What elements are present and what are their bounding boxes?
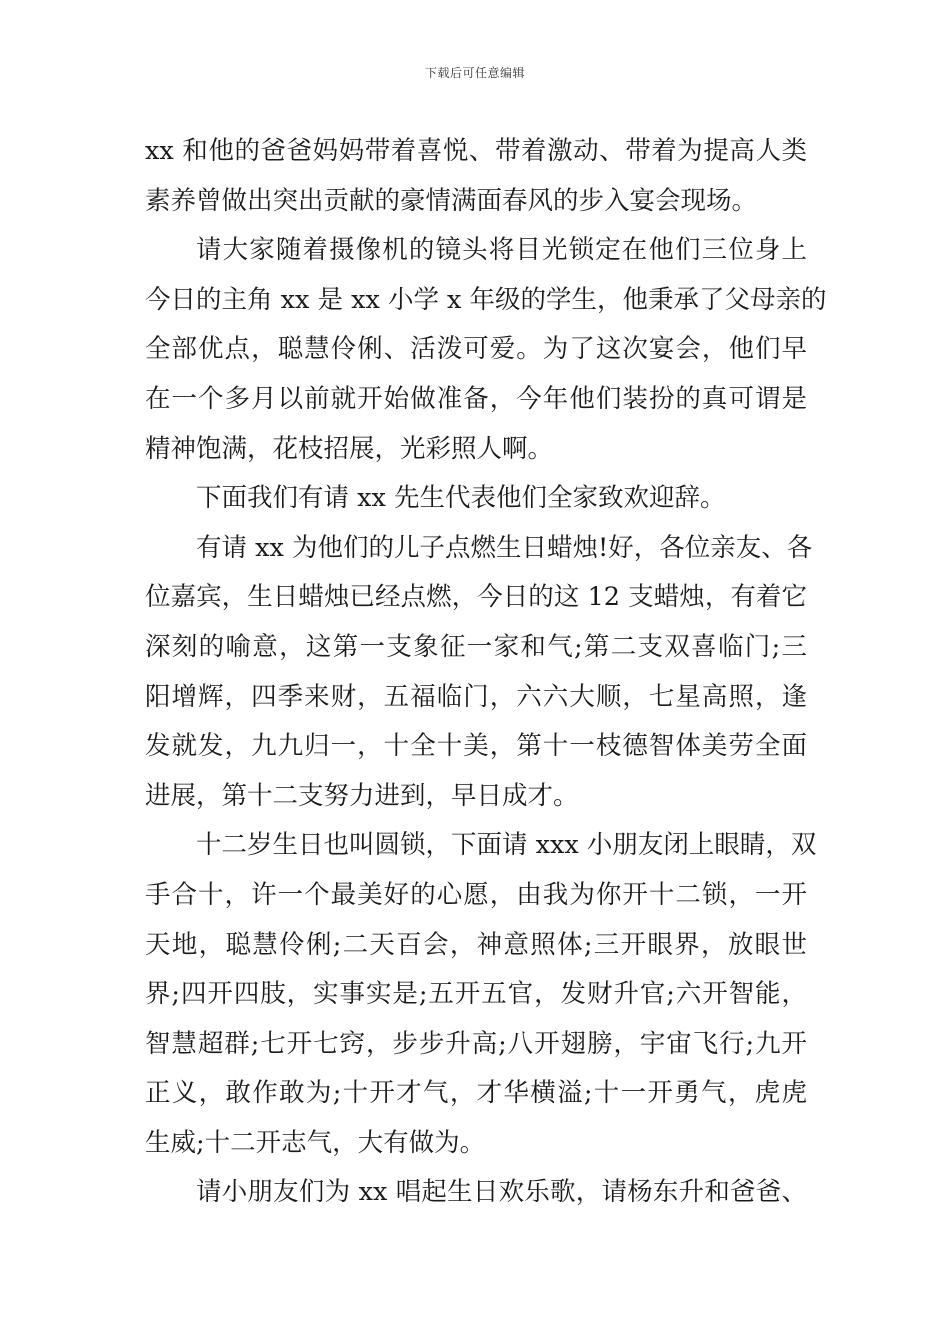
paragraph-first-line: 十二岁生日也叫圆锁，下面请 xxx 小朋友闭上眼睛，双 bbox=[196, 830, 817, 861]
paragraph-first-line: 请大家随着摄像机的镜头将目光锁定在他们三位身上 bbox=[196, 235, 807, 266]
text-line: 阳增辉，四季来财，五福临门，六六大顺，七星高照，逢 bbox=[145, 681, 807, 712]
text-line: 全部优点，聪慧伶俐、活泼可爱。为了这次宴会，他们早 bbox=[145, 334, 807, 365]
page-header: 下载后可任意编辑 bbox=[424, 66, 525, 80]
text-line: 发就发，九九归一，十全十美，第十一枝德智体美劳全面 bbox=[145, 731, 807, 762]
text-line: 手合十，许一个最美好的心愿，由我为你开十二锁，一开 bbox=[145, 879, 807, 910]
paragraph-first-line: 下面我们有请 xx 先生代表他们全家致欢迎辞。 bbox=[196, 483, 726, 514]
text-line: xx 和他的爸爸妈妈带着喜悦、带着激动、带着为提高人类 bbox=[145, 136, 807, 166]
text-line: 今日的主角 xx 是 xx 小学 x 年级的学生，他秉承了父母亲的 bbox=[145, 284, 827, 315]
document-body bbox=[145, 127, 827, 1218]
text-line: 正义，敢作敢为;十开才气，才华横溢;十一开勇气，虎虎 bbox=[145, 1078, 807, 1109]
text-line: 在一个多月以前就开始做准备，今年他们装扮的真可谓是 bbox=[145, 383, 807, 414]
text-line: 深刻的喻意，这第一支象征一家和气;第二支双喜临门;三 bbox=[145, 631, 807, 662]
text-line: 天地，聪慧伶俐;二天百会，神意照体;三开眼界，放眼世 bbox=[145, 929, 807, 960]
text-line: 智慧超群;七开七窍，步步升高;八开翅膀，宇宙飞行;九开 bbox=[145, 1028, 807, 1059]
text-line: 素养曾做出突出贡献的豪情满面春风的步入宴会现场。 bbox=[145, 185, 758, 216]
text-line: 位嘉宾，生日蜡烛已经点燃，今日的这 12 支蜡烛，有着它 bbox=[145, 582, 807, 613]
text-line: 精神饱满，花枝招展，光彩照人啊。 bbox=[145, 433, 554, 464]
text-line: 进展，第十二支努力进到，早日成才。 bbox=[145, 780, 579, 811]
paragraph-first-line: 请小朋友们为 xx 唱起生日欢乐歌，请杨东升和爸爸、 bbox=[196, 1177, 807, 1208]
paragraph-first-line: 有请 xx 为他们的儿子点燃生日蜡烛!好，各位亲友、各 bbox=[196, 532, 813, 563]
text-line: 界;四开四肢，实事实是;五开五官，发财升官;六开智能， bbox=[145, 979, 807, 1010]
text-line: 生威;十二开志气，大有做为。 bbox=[145, 1127, 486, 1158]
